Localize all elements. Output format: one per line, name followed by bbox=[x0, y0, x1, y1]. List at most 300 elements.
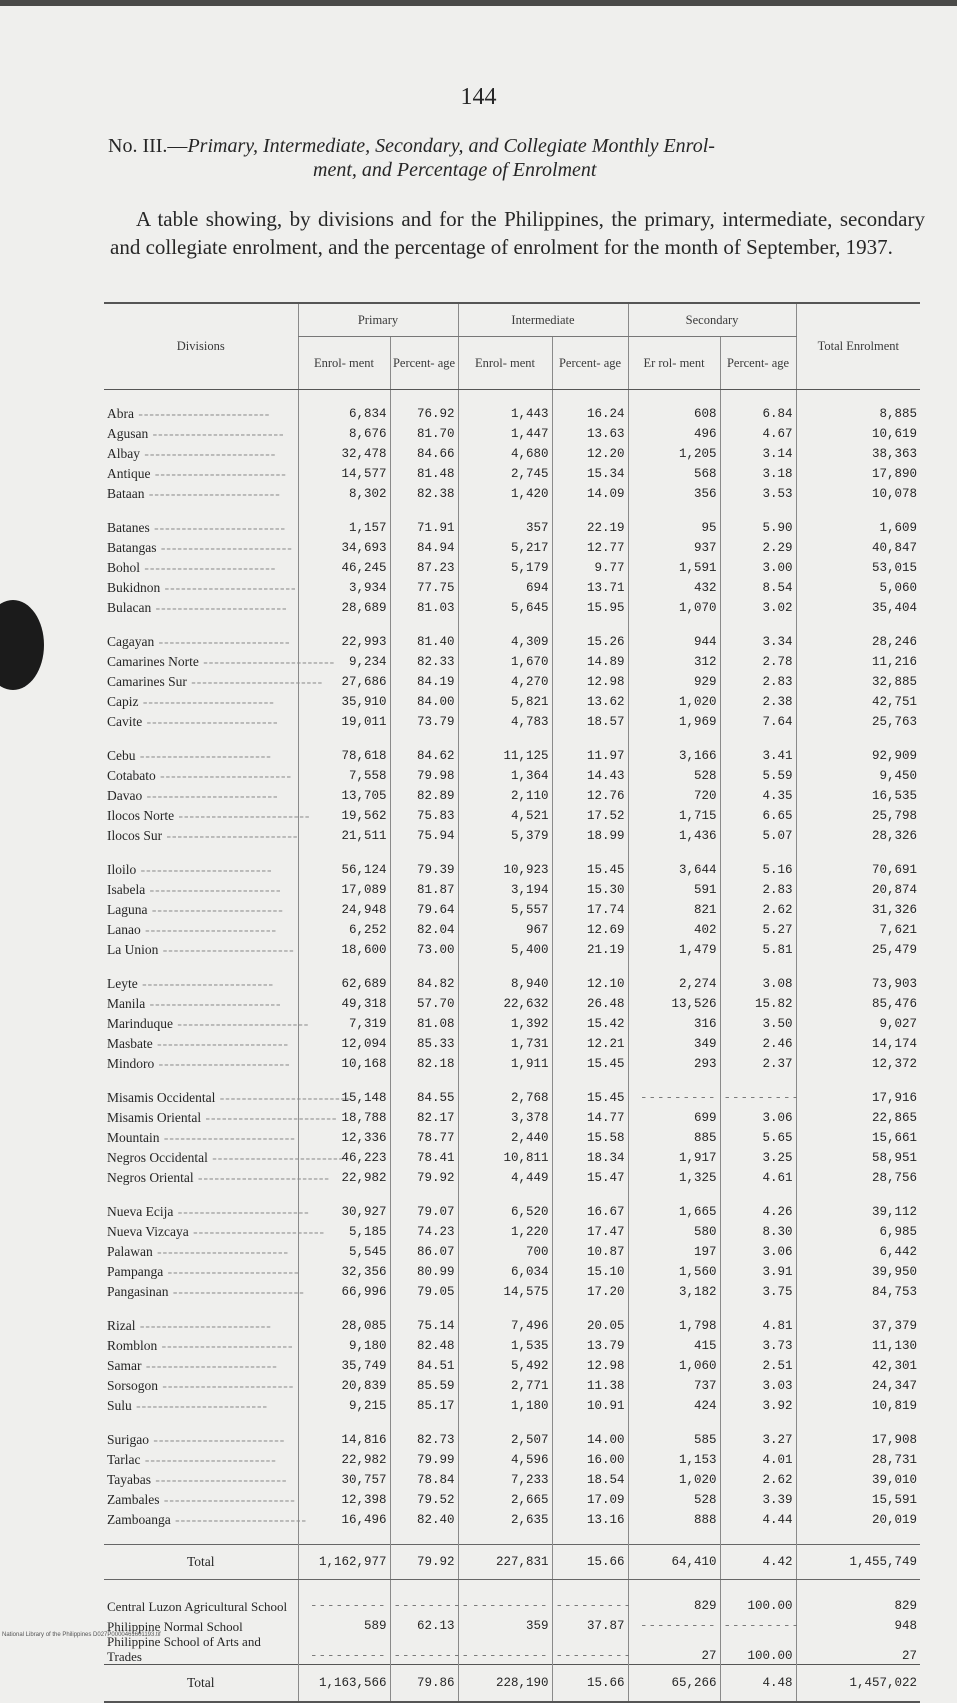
cell-division bbox=[104, 1470, 298, 1490]
cell-primary-enrolment: 19,011 bbox=[298, 712, 390, 732]
header-secondary-percentage: Percent- age bbox=[720, 337, 796, 390]
cell-secondary-percentage: 2.51 bbox=[720, 1356, 796, 1376]
cell-intermediate-percentage: 12.21 bbox=[552, 1034, 628, 1054]
cell-secondary-percentage: 3.41 bbox=[720, 746, 796, 766]
dot-leader: ------------------------ bbox=[188, 1224, 326, 1239]
spacer-cell bbox=[458, 1074, 552, 1088]
cell-secondary-percentage: 3.06 bbox=[720, 1242, 796, 1262]
cell-division bbox=[104, 538, 298, 558]
title-line-2: ment, and Percentage of Enrolment bbox=[313, 159, 597, 181]
table-row bbox=[104, 1168, 920, 1188]
row-label: Abra bbox=[107, 406, 134, 421]
spacer-cell bbox=[796, 504, 920, 518]
cell-total-enrolment: 27 bbox=[796, 1634, 920, 1665]
cell-intermediate-percentage: 15.45 bbox=[552, 1088, 628, 1108]
cell-division bbox=[104, 672, 324, 692]
group-spacer bbox=[104, 1416, 920, 1430]
spacer-cell bbox=[720, 1416, 796, 1430]
cell-intermediate-percentage bbox=[552, 1594, 633, 1614]
row-label: Nueva Vizcaya bbox=[107, 1224, 189, 1239]
cell-primary-enrolment: 13,705 bbox=[298, 786, 390, 806]
header-intermediate-enrolment: Enrol- ment bbox=[458, 337, 552, 390]
cell-primary-percentage: 75.94 bbox=[390, 826, 458, 846]
cell-division bbox=[104, 826, 298, 846]
cell-primary-enrolment: 12,398 bbox=[298, 1490, 390, 1510]
spacer-cell bbox=[298, 504, 390, 518]
cell-primary-percentage: 82.04 bbox=[390, 920, 458, 940]
cell-secondary-enrolment: 1,917 bbox=[628, 1148, 720, 1168]
cell-division bbox=[104, 1450, 298, 1470]
cell-division bbox=[104, 578, 298, 598]
table-row bbox=[104, 1336, 920, 1356]
cell-intermediate-percentage: 14.09 bbox=[552, 484, 628, 504]
cell-secondary-percentage: 3.27 bbox=[720, 1430, 796, 1450]
cell-primary-enrolment: 589 bbox=[298, 1614, 390, 1634]
cell-intermediate-enrolment: 22,632 bbox=[458, 994, 552, 1014]
row-label: Lanao bbox=[107, 922, 141, 937]
row-label: Mindoro bbox=[107, 1056, 155, 1071]
cell-total-enrolment: 28,731 bbox=[796, 1450, 920, 1470]
spacer-cell bbox=[552, 1416, 628, 1430]
cell-primary-percentage: 87.23 bbox=[390, 558, 458, 578]
cell-secondary-enrolment: 65,266 bbox=[628, 1665, 720, 1703]
cell-division bbox=[104, 1665, 298, 1703]
dot-leader: ------------------------ bbox=[145, 882, 282, 897]
cell-intermediate-percentage: 22.19 bbox=[552, 518, 628, 538]
cell-secondary-enrolment: 937 bbox=[628, 538, 720, 558]
spacer-cell bbox=[796, 618, 920, 632]
cell-intermediate-percentage: 15.10 bbox=[552, 1262, 628, 1282]
cell-division bbox=[104, 1034, 298, 1054]
row-label: Misamis Oriental bbox=[107, 1110, 202, 1125]
cell-total-enrolment: 32,885 bbox=[796, 672, 920, 692]
cell-primary-percentage: 79.52 bbox=[390, 1490, 458, 1510]
spacer-cell bbox=[458, 390, 552, 405]
cell-intermediate-percentage: 11.97 bbox=[552, 746, 628, 766]
cell-intermediate-percentage: 13.62 bbox=[552, 692, 628, 712]
dot-leader: ------------------------ bbox=[157, 1338, 294, 1353]
cell-secondary-percentage: 6.84 bbox=[720, 404, 796, 424]
row-label: Marinduque bbox=[107, 1016, 173, 1031]
cell-total-enrolment: 6,442 bbox=[796, 1242, 920, 1262]
dot-leader: ------------------------ bbox=[173, 1204, 310, 1219]
cell-secondary-enrolment bbox=[628, 1614, 720, 1634]
cell-total-enrolment: 1,455,749 bbox=[796, 1545, 920, 1580]
dot-leader: ------------------------ bbox=[193, 1170, 330, 1185]
cell-primary-enrolment: 17,089 bbox=[298, 880, 390, 900]
cell-primary-enrolment: 14,816 bbox=[298, 1430, 390, 1450]
cell-intermediate-enrolment: 694 bbox=[458, 578, 552, 598]
cell-primary-enrolment: 30,757 bbox=[298, 1470, 390, 1490]
cell-primary-enrolment: 1,157 bbox=[298, 518, 390, 538]
school-row bbox=[104, 1634, 920, 1665]
cell-primary-enrolment: 46,245 bbox=[298, 558, 390, 578]
cell-secondary-percentage bbox=[720, 1614, 801, 1634]
cell-intermediate-percentage bbox=[552, 1634, 633, 1665]
row-label: Tayabas bbox=[107, 1472, 152, 1487]
table-row bbox=[104, 860, 920, 880]
cell-primary-enrolment: 27,686 bbox=[298, 672, 390, 692]
spacer-cell bbox=[796, 1074, 920, 1088]
cell-primary-enrolment bbox=[298, 1634, 390, 1665]
dot-leader: ------------------------ bbox=[135, 1318, 272, 1333]
cell-secondary-enrolment: 402 bbox=[628, 920, 720, 940]
cell-intermediate-percentage: 10.91 bbox=[552, 1396, 628, 1416]
spacer-cell bbox=[628, 390, 720, 405]
cell-primary-percentage: 78.77 bbox=[390, 1128, 458, 1148]
row-label: Bulacan bbox=[107, 600, 152, 615]
cell-primary-percentage: 81.08 bbox=[390, 1014, 458, 1034]
table-row bbox=[104, 1202, 920, 1222]
spacer-cell bbox=[796, 390, 920, 405]
cell-secondary-enrolment: 585 bbox=[628, 1430, 720, 1450]
cell-primary-enrolment: 66,996 bbox=[298, 1282, 390, 1302]
school-row bbox=[104, 1614, 920, 1634]
spacer-cell bbox=[298, 960, 390, 974]
cell-secondary-percentage: 4.48 bbox=[720, 1665, 796, 1703]
row-label: Romblon bbox=[107, 1338, 158, 1353]
cell-secondary-enrolment: 944 bbox=[628, 632, 720, 652]
spacer-cell bbox=[628, 1188, 720, 1202]
cell-division bbox=[104, 1594, 298, 1614]
cell-intermediate-enrolment: 1,443 bbox=[458, 404, 552, 424]
cell-secondary-percentage: 2.83 bbox=[720, 672, 796, 692]
cell-secondary-percentage: 3.75 bbox=[720, 1282, 796, 1302]
dot-leader: ------------------------ bbox=[198, 654, 336, 669]
table-row bbox=[104, 1014, 920, 1034]
row-label: Cebu bbox=[107, 748, 136, 763]
spacer-cell bbox=[796, 1580, 920, 1595]
cell-division bbox=[104, 974, 298, 994]
cell-total-enrolment: 84,753 bbox=[796, 1282, 920, 1302]
spacer-cell bbox=[720, 618, 796, 632]
cell-division bbox=[104, 786, 298, 806]
cell-intermediate-enrolment: 8,940 bbox=[458, 974, 552, 994]
table-row bbox=[104, 578, 920, 598]
cell-intermediate-percentage: 14.00 bbox=[552, 1430, 628, 1450]
cell-total-enrolment: 38,363 bbox=[796, 444, 920, 464]
cell-primary-enrolment: 9,215 bbox=[298, 1396, 390, 1416]
cell-division bbox=[104, 712, 298, 732]
group-spacer bbox=[104, 846, 920, 860]
cell-division bbox=[104, 1336, 298, 1356]
row-label: Bukidnon bbox=[107, 580, 161, 595]
cell-secondary-percentage: 8.54 bbox=[720, 578, 796, 598]
cell-primary-percentage: 82.40 bbox=[390, 1510, 458, 1530]
cell-intermediate-enrolment: 2,771 bbox=[458, 1376, 552, 1396]
cell-primary-percentage: 82.73 bbox=[390, 1430, 458, 1450]
cell-intermediate-enrolment: 5,379 bbox=[458, 826, 552, 846]
spacer-cell bbox=[796, 846, 920, 860]
table-title bbox=[108, 134, 928, 182]
cell-primary-percentage: 81.03 bbox=[390, 598, 458, 618]
cell-intermediate-enrolment: 5,821 bbox=[458, 692, 552, 712]
spacer-cell bbox=[104, 618, 298, 632]
cell-primary-percentage: 79.99 bbox=[390, 1450, 458, 1470]
row-label: Albay bbox=[107, 446, 140, 461]
cell-primary-enrolment: 9,234 bbox=[298, 652, 390, 672]
cell-division bbox=[104, 1128, 298, 1148]
cell-secondary-enrolment: 27 bbox=[628, 1634, 720, 1665]
cell-secondary-enrolment: 580 bbox=[628, 1222, 720, 1242]
cell-division bbox=[104, 632, 298, 652]
cell-secondary-percentage: 2.37 bbox=[720, 1054, 796, 1074]
spacer-cell bbox=[628, 1416, 720, 1430]
row-label: Philippine School of Arts and Trades bbox=[107, 1634, 261, 1664]
cell-primary-percentage: 79.92 bbox=[390, 1168, 458, 1188]
dot-leader: ------------------------ bbox=[136, 862, 273, 877]
cell-intermediate-enrolment: 1,220 bbox=[458, 1222, 552, 1242]
spacer-cell bbox=[298, 846, 390, 860]
cell-primary-percentage: 73.00 bbox=[390, 940, 458, 960]
cell-intermediate-enrolment: 4,521 bbox=[458, 806, 552, 826]
cell-intermediate-percentage: 15.47 bbox=[552, 1168, 628, 1188]
spacer-cell bbox=[390, 504, 458, 518]
cell-secondary-enrolment: 737 bbox=[628, 1376, 720, 1396]
enrolment-table-wrapper bbox=[104, 302, 920, 1703]
cell-division bbox=[104, 1490, 298, 1510]
empty-dash: --------- bbox=[723, 1091, 801, 1105]
cell-intermediate-enrolment: 1,670 bbox=[458, 652, 552, 672]
table-row bbox=[104, 900, 920, 920]
cell-primary-enrolment: 32,356 bbox=[298, 1262, 390, 1282]
cell-primary-enrolment: 16,496 bbox=[298, 1510, 390, 1530]
spacer-cell bbox=[720, 846, 796, 860]
cell-intermediate-percentage: 15.42 bbox=[552, 1014, 628, 1034]
header-primary-enrolment: Enrol- ment bbox=[298, 337, 390, 390]
cell-primary-percentage: 79.39 bbox=[390, 860, 458, 880]
cell-total-enrolment: 92,909 bbox=[796, 746, 920, 766]
spacer-cell bbox=[458, 846, 552, 860]
cell-total-enrolment: 17,908 bbox=[796, 1430, 920, 1450]
cell-total-enrolment: 58,951 bbox=[796, 1148, 920, 1168]
spacer-cell bbox=[298, 1188, 390, 1202]
cell-total-enrolment: 39,112 bbox=[796, 1202, 920, 1222]
cell-total-enrolment: 37,379 bbox=[796, 1316, 920, 1336]
row-label: Camarines Sur bbox=[107, 674, 187, 689]
cell-secondary-enrolment: 3,166 bbox=[628, 746, 720, 766]
cell-secondary-enrolment: 1,205 bbox=[628, 444, 720, 464]
cell-primary-enrolment: 34,693 bbox=[298, 538, 390, 558]
empty-dash: --------- bbox=[555, 1649, 633, 1663]
dot-leader: ------------------------ bbox=[144, 486, 281, 501]
row-label: Negros Oriental bbox=[107, 1170, 194, 1185]
cell-division bbox=[104, 880, 298, 900]
spacer-cell bbox=[628, 732, 720, 746]
cell-secondary-enrolment: 720 bbox=[628, 786, 720, 806]
cell-intermediate-enrolment: 1,911 bbox=[458, 1054, 552, 1074]
cell-secondary-percentage: 2.29 bbox=[720, 538, 796, 558]
cell-secondary-percentage: 3.02 bbox=[720, 598, 796, 618]
cell-primary-enrolment: 14,577 bbox=[298, 464, 390, 484]
cell-secondary-percentage: 5.81 bbox=[720, 940, 796, 960]
cell-primary-enrolment: 21,511 bbox=[298, 826, 390, 846]
dot-leader: ------------------------ bbox=[142, 714, 279, 729]
cell-primary-enrolment: 8,676 bbox=[298, 424, 390, 444]
cell-total-enrolment: 70,691 bbox=[796, 860, 920, 880]
cell-intermediate-percentage: 15.26 bbox=[552, 632, 628, 652]
cell-secondary-enrolment: 197 bbox=[628, 1242, 720, 1262]
title-line-1: Primary, Intermediate, Secondary, and Collegiate Monthly Enrol- bbox=[187, 135, 715, 157]
spacer-cell bbox=[552, 1074, 628, 1088]
dot-leader: ------------------------ bbox=[140, 560, 277, 575]
cell-division bbox=[104, 1108, 338, 1128]
cell-intermediate-enrolment bbox=[458, 1634, 552, 1665]
cell-primary-enrolment: 49,318 bbox=[298, 994, 390, 1014]
dot-leader: ------------------------ bbox=[158, 942, 295, 957]
dot-leader: ------------------------ bbox=[145, 996, 282, 1011]
row-label: Batangas bbox=[107, 540, 157, 555]
cell-secondary-enrolment: 349 bbox=[628, 1034, 720, 1054]
spacer-cell bbox=[458, 1580, 552, 1595]
table-row bbox=[104, 1376, 920, 1396]
cell-intermediate-enrolment: 6,520 bbox=[458, 1202, 552, 1222]
empty-dash: --------- bbox=[723, 1619, 801, 1633]
cell-secondary-percentage bbox=[720, 1088, 801, 1108]
cell-secondary-enrolment: 1,591 bbox=[628, 558, 720, 578]
dot-leader: ------------------------ bbox=[151, 1472, 288, 1487]
cell-primary-percentage: 81.87 bbox=[390, 880, 458, 900]
cell-secondary-enrolment: 1,479 bbox=[628, 940, 720, 960]
cell-division bbox=[104, 424, 298, 444]
spacer-cell bbox=[458, 618, 552, 632]
cell-division bbox=[104, 1376, 298, 1396]
spacer-cell bbox=[458, 1416, 552, 1430]
spacer-cell bbox=[458, 960, 552, 974]
cell-division bbox=[104, 1168, 330, 1188]
cell-primary-enrolment: 35,749 bbox=[298, 1356, 390, 1376]
cell-intermediate-percentage: 14.77 bbox=[552, 1108, 628, 1128]
cell-secondary-percentage: 3.25 bbox=[720, 1148, 796, 1168]
row-label: Ilocos Norte bbox=[107, 808, 175, 823]
cell-secondary-enrolment: 1,153 bbox=[628, 1450, 720, 1470]
cell-secondary-enrolment: 496 bbox=[628, 424, 720, 444]
cell-primary-percentage: 75.14 bbox=[390, 1316, 458, 1336]
spacer-cell bbox=[458, 1530, 552, 1545]
cell-secondary-percentage: 3.92 bbox=[720, 1396, 796, 1416]
cell-division bbox=[104, 1088, 352, 1108]
cell-secondary-enrolment: 1,969 bbox=[628, 712, 720, 732]
cell-primary-percentage: 82.33 bbox=[390, 652, 458, 672]
dot-leader: ------------------------ bbox=[152, 1036, 290, 1051]
table-row bbox=[104, 746, 920, 766]
cell-secondary-enrolment: 13,526 bbox=[628, 994, 720, 1014]
empty-dash: --------- bbox=[309, 1599, 387, 1613]
cell-intermediate-percentage: 15.66 bbox=[552, 1545, 628, 1580]
enrolment-table bbox=[104, 302, 920, 1703]
group-spacer bbox=[104, 390, 920, 405]
cell-intermediate-percentage: 15.58 bbox=[552, 1128, 628, 1148]
cell-intermediate-enrolment: 2,745 bbox=[458, 464, 552, 484]
spacer-cell bbox=[552, 1302, 628, 1316]
cell-total-enrolment: 10,078 bbox=[796, 484, 920, 504]
cell-primary-percentage: 78.84 bbox=[390, 1470, 458, 1490]
cell-intermediate-enrolment: 5,400 bbox=[458, 940, 552, 960]
header-primary-percentage: Percent- age bbox=[390, 337, 458, 390]
cell-secondary-enrolment: 528 bbox=[628, 766, 720, 786]
cell-intermediate-percentage: 17.74 bbox=[552, 900, 628, 920]
dot-leader: ------------------------ bbox=[149, 520, 287, 535]
cell-primary-percentage bbox=[390, 1634, 471, 1665]
cell-intermediate-percentage: 14.89 bbox=[552, 652, 628, 672]
spacer-cell bbox=[628, 1302, 720, 1316]
cell-secondary-enrolment: 356 bbox=[628, 484, 720, 504]
cell-secondary-enrolment: 432 bbox=[628, 578, 720, 598]
spacer-cell bbox=[298, 732, 390, 746]
dot-leader: ------------------------ bbox=[141, 1358, 278, 1373]
cell-primary-percentage: 84.00 bbox=[390, 692, 458, 712]
cell-intermediate-enrolment: 5,645 bbox=[458, 598, 552, 618]
cell-total-enrolment: 20,019 bbox=[796, 1510, 920, 1530]
cell-total-enrolment: 6,985 bbox=[796, 1222, 920, 1242]
spacer-cell bbox=[390, 1188, 458, 1202]
cell-secondary-percentage: 4.67 bbox=[720, 424, 796, 444]
cell-secondary-percentage: 4.26 bbox=[720, 1202, 796, 1222]
row-label: Zamboanga bbox=[107, 1512, 171, 1527]
table-row bbox=[104, 786, 920, 806]
spacer-cell bbox=[628, 1074, 720, 1088]
cell-total-enrolment: 8,885 bbox=[796, 404, 920, 424]
dot-leader: ------------------------ bbox=[215, 1090, 352, 1105]
row-label: Batanes bbox=[107, 520, 150, 535]
cell-total-enrolment: 948 bbox=[796, 1614, 920, 1634]
cell-intermediate-enrolment: 2,665 bbox=[458, 1490, 552, 1510]
cell-division bbox=[104, 1634, 298, 1665]
cell-intermediate-percentage: 15.45 bbox=[552, 1054, 628, 1074]
cell-secondary-enrolment: 95 bbox=[628, 518, 720, 538]
dot-leader: ------------------------ bbox=[172, 1016, 310, 1031]
cell-division bbox=[104, 1148, 345, 1168]
spacer-cell bbox=[628, 504, 720, 518]
dot-leader: ------------------------ bbox=[160, 580, 297, 595]
cell-division bbox=[104, 1014, 310, 1034]
group-spacer bbox=[104, 732, 920, 746]
dot-leader: ------------------------ bbox=[140, 922, 278, 937]
spacer-cell bbox=[796, 960, 920, 974]
header-secondary-enrolment: Er rol- ment bbox=[628, 337, 720, 390]
group-spacer bbox=[104, 1530, 920, 1545]
table-row bbox=[104, 940, 920, 960]
cell-intermediate-enrolment: 14,575 bbox=[458, 1282, 552, 1302]
table-row bbox=[104, 1396, 920, 1416]
header-primary: Primary bbox=[298, 303, 458, 337]
cell-division bbox=[104, 1545, 298, 1580]
cell-division bbox=[104, 994, 298, 1014]
cell-secondary-percentage: 2.83 bbox=[720, 880, 796, 900]
cell-primary-percentage: 79.86 bbox=[390, 1665, 458, 1703]
cell-secondary-enrolment: 3,644 bbox=[628, 860, 720, 880]
row-label: Agusan bbox=[107, 426, 149, 441]
table-row bbox=[104, 1128, 920, 1148]
cell-primary-enrolment: 5,545 bbox=[298, 1242, 390, 1262]
dot-leader: ------------------------ bbox=[159, 1492, 296, 1507]
dot-leader: ------------------------ bbox=[135, 748, 272, 763]
cell-intermediate-enrolment: 5,179 bbox=[458, 558, 552, 578]
spacer-cell bbox=[390, 1074, 458, 1088]
cell-secondary-percentage: 4.61 bbox=[720, 1168, 796, 1188]
empty-dash: --------- bbox=[393, 1599, 471, 1613]
cell-total-enrolment: 12,372 bbox=[796, 1054, 920, 1074]
row-label: Cavite bbox=[107, 714, 143, 729]
spacer-cell bbox=[390, 618, 458, 632]
row-label: Rizal bbox=[107, 1318, 136, 1333]
cell-primary-percentage: 81.40 bbox=[390, 632, 458, 652]
cell-primary-enrolment: 46,223 bbox=[298, 1148, 390, 1168]
row-label: Mountain bbox=[107, 1130, 160, 1145]
cell-intermediate-enrolment: 3,378 bbox=[458, 1108, 552, 1128]
empty-dash: --------- bbox=[640, 1091, 717, 1105]
spacer-cell bbox=[552, 1580, 628, 1595]
